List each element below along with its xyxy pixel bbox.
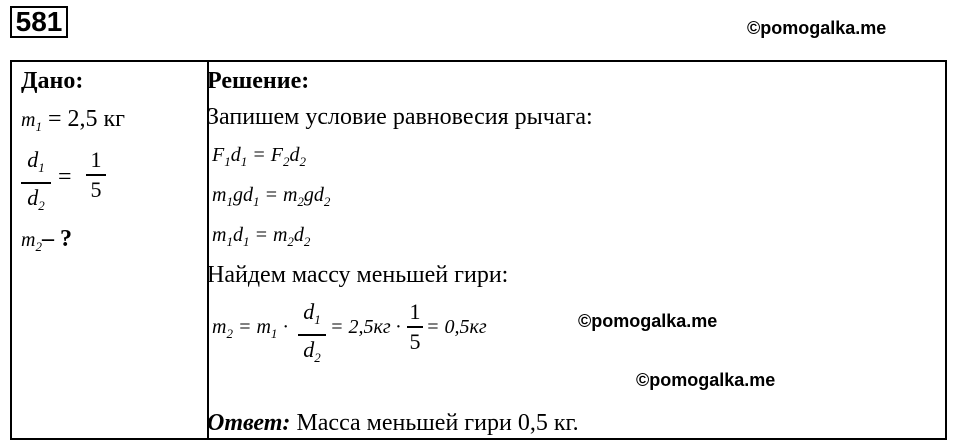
final-formula-middle: = 2,5кг ·	[330, 316, 401, 338]
given-ratio-fraction: $d_1$ $d_2$	[21, 148, 51, 218]
given-ratio-value: 1 5	[86, 148, 106, 202]
watermark: ©pomogalka.me	[578, 311, 718, 331]
solution-table	[10, 60, 947, 440]
given-heading: Дано:	[21, 68, 84, 94]
final-fraction-1-5: 1 5	[407, 300, 423, 354]
equation-3: $m_1d_1 = m_2d_2$	[212, 224, 311, 249]
final-formula-result: = 0,5кг	[426, 316, 487, 338]
watermark: ©pomogalka.me	[636, 370, 776, 390]
solution-heading: Решение:	[207, 68, 310, 94]
given-m1: $m_1 = 2,5$ кг	[21, 106, 125, 134]
watermark: ©pomogalka.me	[747, 18, 887, 38]
final-fraction-d: $d_1$ $d_2$	[298, 300, 326, 370]
equation-1: $F_1d_1 = F_2d_2$	[212, 144, 306, 169]
answer-text: Масса меньшей гири 0,5 кг.	[290, 410, 579, 436]
answer-label: Ответ:	[207, 410, 291, 436]
answer-line	[207, 410, 579, 436]
final-formula-left: $m_2 = m_1$ ·	[212, 316, 290, 341]
given-ratio-eq: =	[58, 164, 72, 190]
solution-line-1: Запишем условие равновесия рычага:	[207, 104, 593, 130]
given-unknown: $m_2-$ ?	[21, 226, 72, 254]
problem-number: 581	[10, 6, 68, 38]
solution-line-2: Найдем массу меньшей гири:	[207, 262, 509, 288]
equation-2: $m_1gd_1 = m_2gd_2$	[212, 184, 331, 209]
